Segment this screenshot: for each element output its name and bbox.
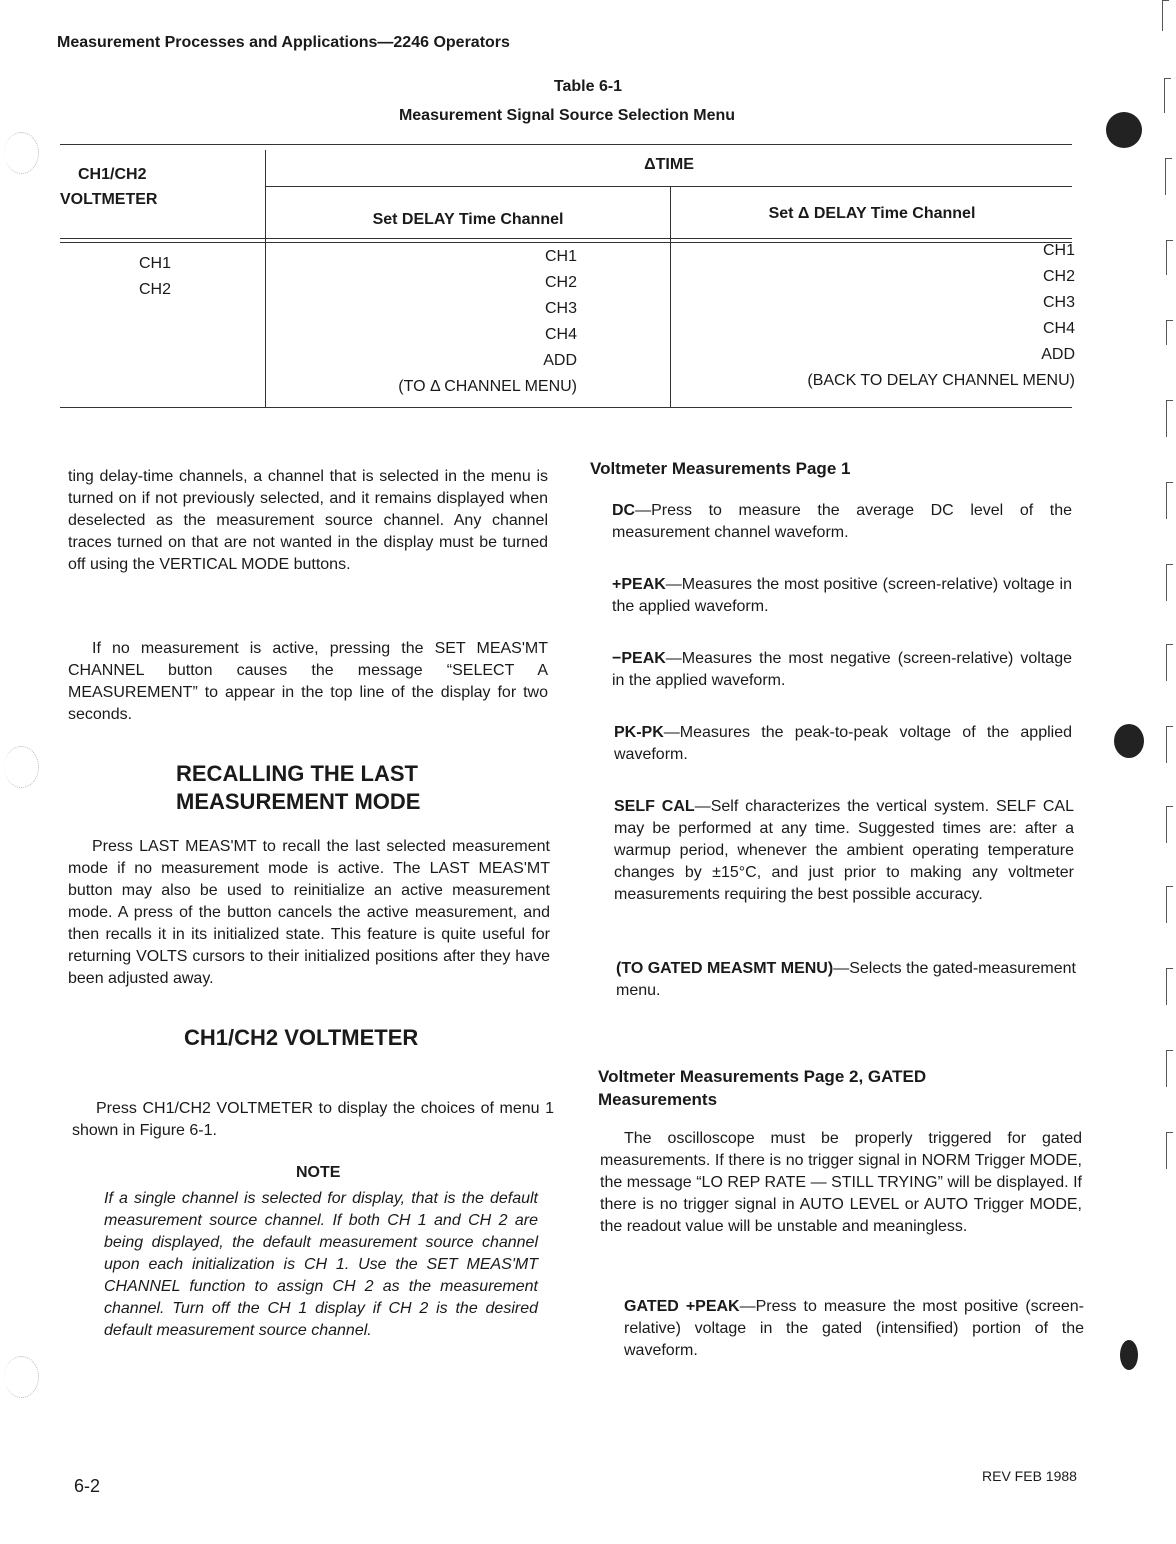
binder-tab-mark (1166, 1050, 1173, 1087)
item-pk-pk-text: —Measures the peak-to-peak voltage of the applied waveform. (614, 724, 1072, 763)
gated-paragraph: The oscilloscope must be properly triggered for gated measurements. If there is no trigger signal in NORM Trigger MODE, the message “LO REP RATE — STILL TRYING” will be displayed. If there is no trigger signal in AUTO LEVEL or AUTO Trigger MODE, the readout value will be unstable and meaningless. (600, 1130, 1082, 1235)
col2-row-6: (TO Δ CHANNEL MENU) (398, 378, 577, 395)
item-to-gated-menu-text: —Selects the gated-measurement menu. (616, 960, 1077, 999)
punch-hole-shadow (4, 132, 39, 174)
binder-tab-mark (1166, 482, 1173, 519)
binder-tab-mark (1166, 886, 1173, 923)
left-paragraph-1: ting delay-time channels, a channel that is selected in the menu is turned on if not previously selected, and it remains displayed when deselected as the measurement source channel. Any channel traces turned on that are not wanted in the display must be turned off using the VERTICAL MODE buttons. (68, 468, 548, 573)
binder-tab-mark (1166, 726, 1173, 763)
item-self-cal (614, 796, 1074, 906)
table-top-rule (60, 144, 1072, 145)
item-minus-peak (612, 648, 1072, 692)
item-to-gated-menu (616, 958, 1076, 1002)
col3-row-2: CH2 (1042, 268, 1075, 285)
binder-tab-mark (1164, 78, 1171, 113)
col1-header-line2: VOLTMETER (60, 191, 158, 208)
note-text: If a single channel is selected for display, that is the default measurement source channel. If both CH 1 and CH 2 are being displayed, the default measurement source channel upon each initialization is CH 1. Use the SET MEAS'MT CHANNEL function to assign CH 2 as the measurement channel. Turn off the CH 1 display if CH 2 is the desired default measurement source channel. (104, 1190, 538, 1339)
item-dc-term: DC (612, 502, 636, 519)
item-gated-plus-peak-text: —Press to measure the most positive (screen-relative) voltage in the gated (intensified) portion of the waveform. (624, 1298, 1084, 1359)
col3-row-6: (BACK TO DELAY CHANNEL MENU) (807, 372, 1075, 389)
col3-row-4: CH4 (1042, 320, 1075, 337)
binder-tab-mark (1166, 564, 1173, 601)
binder-tab-mark (1165, 158, 1172, 195)
page-number: 6-2 (74, 1476, 101, 1496)
col3-row-5: ADD (1041, 346, 1075, 363)
item-pk-pk-term: PK-PK (614, 724, 664, 741)
item-gated-plus-peak-term: GATED +PEAK (624, 1298, 740, 1315)
col1-row-1: CH1 (138, 255, 171, 272)
binder-tab-mark (1162, 0, 1169, 31)
col3-row-1: CH1 (1042, 242, 1075, 259)
heading-voltmeter: CH1/CH2 VOLTMETER (184, 1025, 419, 1050)
item-plus-peak-text: —Measures the most positive (screen-relative) voltage in the applied waveform. (612, 576, 1072, 615)
item-self-cal-term: SELF CAL (614, 798, 695, 815)
item-dc (612, 500, 1072, 544)
col2-row-2: CH2 (544, 274, 577, 291)
table-bottom-rule (60, 407, 1072, 408)
col2-row-3: CH3 (544, 300, 577, 317)
col2-row-1: CH1 (544, 248, 577, 265)
item-self-cal-text: —Self characterizes the vertical system. SELF CAL may be performed at any time. Suggested times are: after a warmup period, whenever the ambient operating temperature changes by ±15°C, and just prior to making any voltmeter measurements requiring the best possible accuracy. (614, 798, 1075, 903)
table-divider-1 (265, 150, 266, 407)
binder-tab-mark (1166, 806, 1173, 843)
heading-recalling-line2: MEASUREMENT MODE (176, 789, 421, 814)
heading-voltmeter-page1: Voltmeter Measurements Page 1 (590, 459, 851, 478)
heading-page2-line1: Voltmeter Measurements Page 2, GATED (598, 1067, 927, 1086)
heading-recalling-line1: RECALLING THE LAST (176, 761, 418, 786)
binder-tab-mark (1166, 320, 1173, 345)
punch-hole-dot (1106, 112, 1142, 148)
item-plus-peak (612, 574, 1072, 618)
col3-header: Set Δ DELAY Time Channel (768, 205, 976, 222)
binder-tab-mark (1166, 400, 1173, 437)
col2-header: Set DELAY Time Channel (372, 211, 564, 228)
col1-row-2: CH2 (138, 281, 171, 298)
table-title: Measurement Signal Source Selection Menu (398, 107, 736, 124)
item-dc-text: —Press to measure the average DC level of the measurement channel waveform. (612, 502, 1072, 541)
binder-tab-mark (1166, 240, 1173, 275)
left-paragraph-4: Press CH1/CH2 VOLTMETER to display the choices of menu 1 shown in Figure 6-1. (72, 1100, 554, 1139)
punch-hole-dot (1114, 724, 1144, 758)
punch-hole-shadow (4, 746, 39, 788)
item-gated-plus-peak (624, 1296, 1084, 1362)
note-title: NOTE (296, 1164, 341, 1181)
binder-tab-mark (1166, 644, 1173, 681)
binder-tab-mark (1166, 968, 1173, 1005)
delta-time-header: ΔTIME (644, 156, 694, 173)
binder-tab-mark (1166, 1132, 1173, 1169)
heading-page2-line2: Measurements (598, 1090, 718, 1109)
col3-row-3: CH3 (1042, 294, 1075, 311)
left-paragraph-2: If no measurement is active, pressing the SET MEAS'MT CHANNEL button causes the message “SELECT A MEASUREMENT” to appear in the top line of the display for two seconds. (68, 640, 548, 723)
col2-row-5: ADD (543, 352, 577, 369)
item-minus-peak-term: −PEAK (612, 650, 666, 667)
table-group-rule (266, 186, 1072, 187)
item-plus-peak-term: +PEAK (612, 576, 666, 593)
table-number: Table 6-1 (553, 78, 623, 95)
item-minus-peak-text: —Measures the most negative (screen-relative) voltage in the applied waveform. (612, 650, 1072, 689)
col1-header-line1: CH1/CH2 (78, 166, 147, 183)
left-paragraph-3: Press LAST MEAS'MT to recall the last selected measurement mode if no measurement mode is active. The LAST MEAS'MT button may also be used to reinitialize an active measurement mode. A press of the button cancels the active measurement, and then recalls it in its initialized state. This feature is quite useful for returning VOLTS cursors to their initialized positions after they have been adjusted away. (68, 838, 550, 987)
item-pk-pk (614, 722, 1072, 766)
running-header: Measurement Processes and Applications—2246 Operators (57, 34, 510, 51)
punch-hole-shadow (4, 1356, 39, 1398)
col2-row-4: CH4 (544, 326, 577, 343)
item-to-gated-menu-term: (TO GATED MEASMT MENU) (616, 960, 834, 977)
punch-hole-dot (1120, 1340, 1138, 1370)
revision-date: REV FEB 1988 (982, 1468, 1077, 1484)
